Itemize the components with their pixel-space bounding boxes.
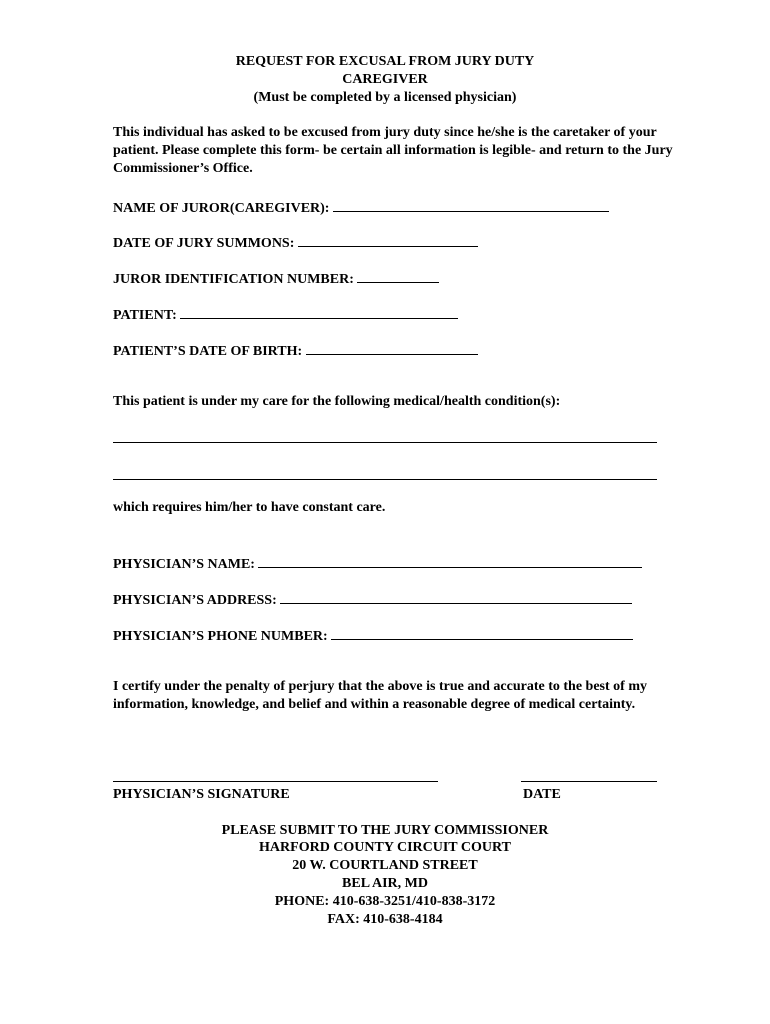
summons-date-label: DATE OF JURY SUMMONS: (113, 236, 295, 251)
signature-line[interactable] (113, 781, 438, 782)
physician-phone-line[interactable] (331, 625, 633, 640)
physician-address-field[interactable] (113, 589, 632, 610)
form-subtitle: CAREGIVER (342, 72, 428, 87)
patient-field[interactable] (113, 304, 458, 325)
juror-name-line[interactable] (333, 197, 609, 212)
patient-dob-field[interactable] (113, 340, 478, 361)
condition-line-2[interactable] (113, 479, 657, 480)
summons-date-field[interactable] (113, 232, 478, 253)
physician-address-line[interactable] (280, 589, 632, 604)
juror-id-field[interactable] (113, 268, 439, 289)
date-line[interactable] (521, 781, 657, 782)
footer-line-4: BEL AIR, MD (342, 876, 428, 891)
date-label: DATE (523, 787, 561, 802)
physician-phone-label: PHYSICIAN’S PHONE NUMBER: (113, 629, 328, 644)
physician-name-label: PHYSICIAN’S NAME: (113, 557, 255, 572)
footer-line-2: HARFORD COUNTY CIRCUIT COURT (259, 840, 511, 855)
condition-line-1[interactable] (113, 442, 657, 443)
patient-dob-label: PATIENT’S DATE OF BIRTH: (113, 344, 303, 359)
footer-fax: FAX: 410-638-4184 (327, 912, 443, 927)
condition-prompt: This patient is under my care for the following medical/health condition(s): (113, 394, 561, 409)
juror-id-line[interactable] (357, 268, 439, 283)
juror-id-label: JUROR IDENTIFICATION NUMBER: (113, 272, 354, 287)
juror-name-field[interactable] (113, 197, 609, 218)
physician-phone-field[interactable] (113, 625, 633, 646)
constant-care-text: which requires him/her to have constant care. (113, 500, 386, 515)
footer-line-3: 20 W. COURTLAND STREET (292, 858, 478, 873)
form-title: REQUEST FOR EXCUSAL FROM JURY DUTY (235, 54, 535, 69)
juror-name-label: NAME OF JUROR(CAREGIVER): (113, 201, 330, 216)
physician-address-label: PHYSICIAN’S ADDRESS: (113, 593, 277, 608)
physician-name-line[interactable] (258, 553, 642, 568)
footer-line-1: PLEASE SUBMIT TO THE JURY COMMISSIONER (221, 823, 549, 838)
patient-line[interactable] (180, 304, 458, 319)
signature-label: PHYSICIAN’S SIGNATURE (113, 787, 290, 802)
form-note: (Must be completed by a licensed physician) (253, 90, 517, 105)
patient-label: PATIENT: (113, 308, 177, 323)
intro-paragraph: This individual has asked to be excused from jury duty since he/she is the caretaker of your patient. Please complete this form- be certain all information is legible- and return to the Jury Commissioner’s Office. (113, 125, 673, 176)
patient-dob-line[interactable] (306, 340, 478, 355)
summons-date-line[interactable] (298, 232, 478, 247)
footer-phone: PHONE: 410-638-3251/410-838-3172 (274, 894, 496, 909)
physician-name-field[interactable] (113, 553, 642, 574)
certify-paragraph: I certify under the penalty of perjury that the above is true and accurate to the best of my information, knowledge, and belief and within a reasonable degree of medical certainty. (113, 679, 647, 712)
